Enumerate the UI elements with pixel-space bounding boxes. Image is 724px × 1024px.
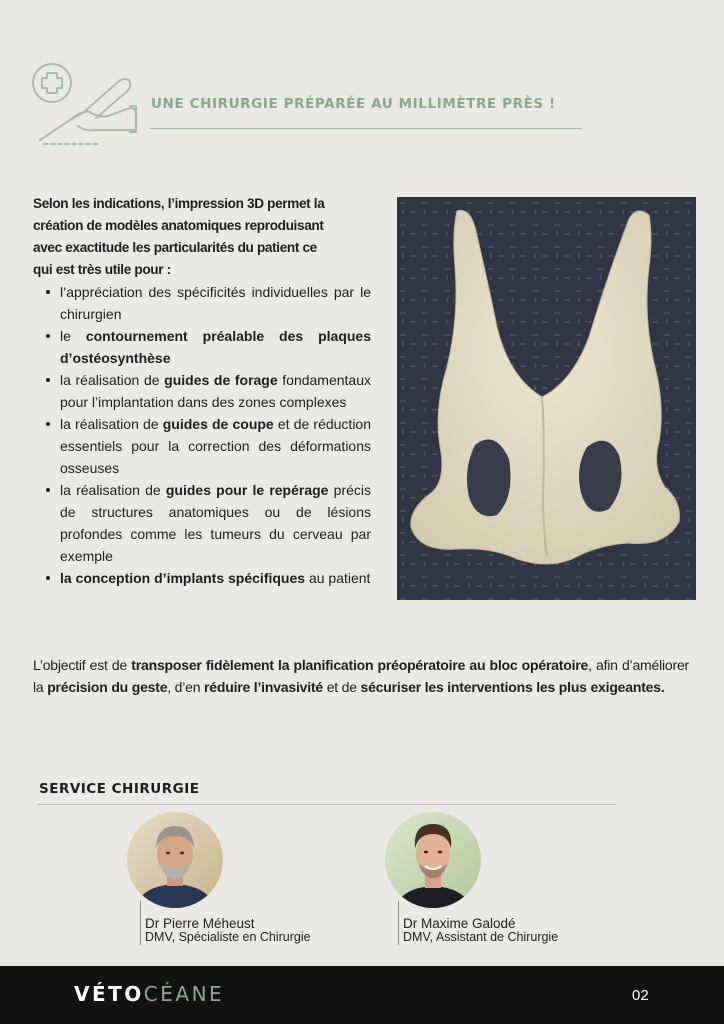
- doctor-portrait-1: [127, 812, 223, 908]
- list-item: [44, 479, 371, 567]
- objective-text: et de: [323, 679, 361, 695]
- item-text-bold: contournement préalable des plaques d’ostéosynthèse: [60, 328, 371, 366]
- objective-text-bold: transposer fidèlement la planification préopératoire au bloc opératoire: [131, 657, 589, 673]
- objective-text-bold: réduire l’invasivité: [204, 679, 323, 695]
- service-title: SERVICE CHIRURGIE: [39, 781, 200, 797]
- item-text: précis de structures anatomiques ou de lésions profondes comme les tumeurs du cerveau par exemple: [60, 482, 372, 564]
- objective-text-bold: sécuriser les interventions les plus exigeantes.: [360, 679, 665, 695]
- intro-line: avec exactitude les particularités du patient ce: [33, 240, 317, 255]
- doctor-role: DMV, Assistant de Chirurgie: [403, 930, 559, 944]
- name-divider: [140, 901, 141, 945]
- item-text: la réalisation de: [60, 372, 165, 388]
- objective-paragraph: [33, 654, 689, 698]
- pelvis-model-photo: [397, 197, 696, 600]
- objective-text-bold: précision du geste: [47, 679, 168, 695]
- item-text: le: [60, 328, 86, 344]
- logo-part-1: VÉTO: [74, 982, 144, 1006]
- list-item: [44, 369, 371, 413]
- avatar: [127, 812, 223, 908]
- uses-list: [44, 281, 371, 589]
- objective-text: L’objectif est de: [33, 657, 132, 673]
- footer: [0, 966, 724, 1024]
- item-text-bold: guides pour le repérage: [165, 482, 329, 498]
- doctor-role: DMV, Spécialiste en Chirurgie: [145, 930, 311, 944]
- list-item: [44, 567, 371, 589]
- item-text: et de réduction essentiels pour la correction des déformations osseuses: [60, 416, 372, 476]
- brand-logo: [74, 982, 224, 1006]
- name-divider: [398, 901, 399, 945]
- item-text: la réalisation de: [60, 416, 163, 432]
- title-divider: [150, 128, 582, 129]
- objective-text: , d’en: [167, 679, 205, 695]
- intro-line: création de modèles anatomiques reproduisant: [33, 218, 324, 233]
- pelvis-model-illustration: [397, 197, 696, 600]
- item-text-bold: la conception d’implants spécifiques: [60, 570, 306, 586]
- item-text: fondamentaux pour l’implantation dans des zones complexes: [60, 372, 371, 410]
- service-divider: [38, 804, 616, 805]
- logo-part-2: CÉANE: [143, 982, 225, 1006]
- doctor-name: Dr Maxime Galodé: [403, 916, 516, 931]
- avatar: [385, 812, 481, 908]
- item-text: l’appréciation des spécificités individuelles par le chirurgien: [60, 284, 371, 322]
- doctor-name: Dr Pierre Méheust: [145, 916, 255, 931]
- item-text-bold: guides de coupe: [162, 416, 274, 432]
- list-item: [44, 281, 371, 325]
- intro-line: qui est très utile pour :: [33, 262, 171, 277]
- item-text: la réalisation de: [60, 482, 166, 498]
- surgery-hand-scalpel-icon: [30, 60, 142, 146]
- objective-text: , afin d’améliorer la: [33, 657, 690, 695]
- item-text-bold: guides de forage: [164, 372, 278, 388]
- list-item: [44, 325, 371, 369]
- page-number: 02: [632, 987, 649, 1004]
- list-item: [44, 413, 371, 479]
- item-text: au patient: [305, 570, 371, 586]
- intro-paragraph: [33, 193, 373, 281]
- doctor-portrait-2: [385, 812, 481, 908]
- section-title: UNE CHIRURGIE PRÉPARÉE AU MILLIMÈTRE PRÈS !: [151, 96, 556, 112]
- intro-line: Selon les indications, l’impression 3D permet la: [33, 196, 325, 211]
